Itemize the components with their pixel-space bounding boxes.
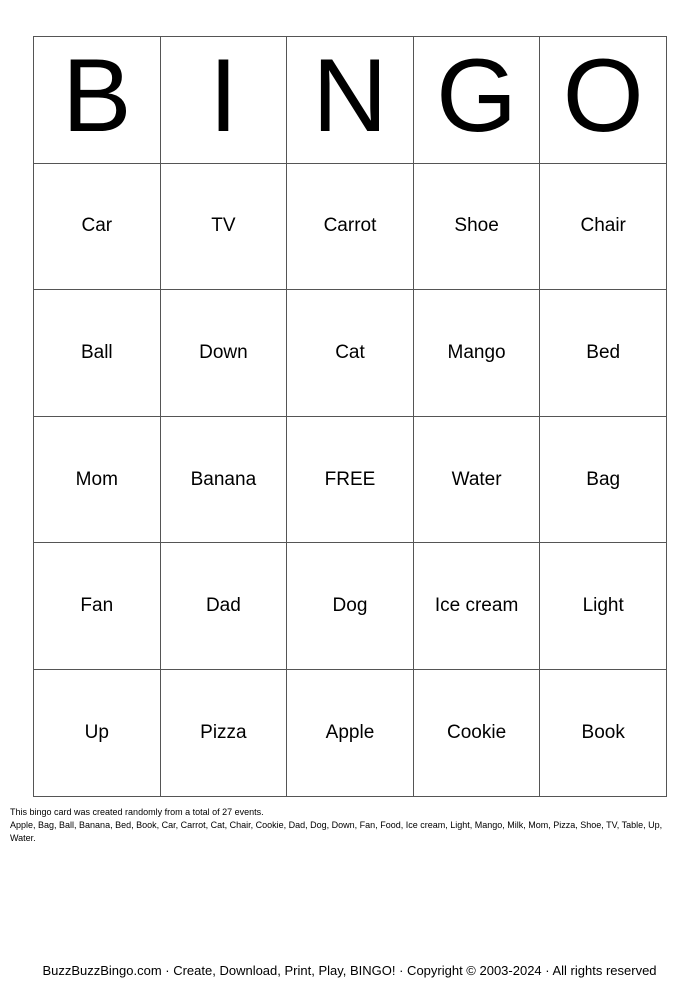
header-letter-o: O (540, 37, 667, 164)
bingo-cell: Dad (160, 543, 287, 670)
page-footer: BuzzBuzzBingo.com · Create, Download, Print, Play, BINGO! · Copyright © 2003-2024 · All rights reserved (42, 963, 657, 978)
bingo-cell: Dog (287, 543, 414, 670)
bingo-cell: Chair (540, 163, 667, 290)
bingo-cell: Mango (413, 290, 540, 417)
header-letter-n: N (287, 37, 414, 164)
bingo-card (33, 36, 667, 797)
bingo-free-cell: FREE (287, 416, 414, 543)
bingo-cell: Up (34, 669, 161, 796)
bingo-cell: Fan (34, 543, 161, 670)
bingo-cell: Down (160, 290, 287, 417)
bingo-cell: Ice cream (413, 543, 540, 670)
bingo-row (34, 290, 667, 417)
header-letter-b: B (34, 37, 161, 164)
bingo-row (34, 163, 667, 290)
bingo-cell: TV (160, 163, 287, 290)
bingo-row (34, 543, 667, 670)
bingo-cell: Banana (160, 416, 287, 543)
bingo-cell: Bag (540, 416, 667, 543)
bingo-cell: Shoe (413, 163, 540, 290)
bingo-cell: Bed (540, 290, 667, 417)
bingo-cell: Book (540, 669, 667, 796)
bingo-cell: Cat (287, 290, 414, 417)
bingo-cell: Pizza (160, 669, 287, 796)
bingo-row (34, 416, 667, 543)
bingo-cell: Light (540, 543, 667, 670)
header-letter-i: I (160, 37, 287, 164)
bingo-cell: Apple (287, 669, 414, 796)
bingo-cell: Ball (34, 290, 161, 417)
bingo-header-row (34, 37, 667, 164)
note-summary: This bingo card was created randomly from a total of 27 events. (10, 807, 264, 817)
bingo-cell: Cookie (413, 669, 540, 796)
bingo-cell: Water (413, 416, 540, 543)
note-event-list: Apple, Bag, Ball, Banana, Bed, Book, Car, Carrot, Cat, Chair, Cookie, Dad, Dog, Down, Fan, Food, Ice cream, Light, Mango, Milk, Mom, Pizza, Shoe, TV, Table, Up, Water. (10, 820, 663, 843)
card-generation-note (10, 806, 690, 845)
bingo-cell: Mom (34, 416, 161, 543)
bingo-row (34, 669, 667, 796)
bingo-cell: Car (34, 163, 161, 290)
bingo-cell: Carrot (287, 163, 414, 290)
header-letter-g: G (413, 37, 540, 164)
